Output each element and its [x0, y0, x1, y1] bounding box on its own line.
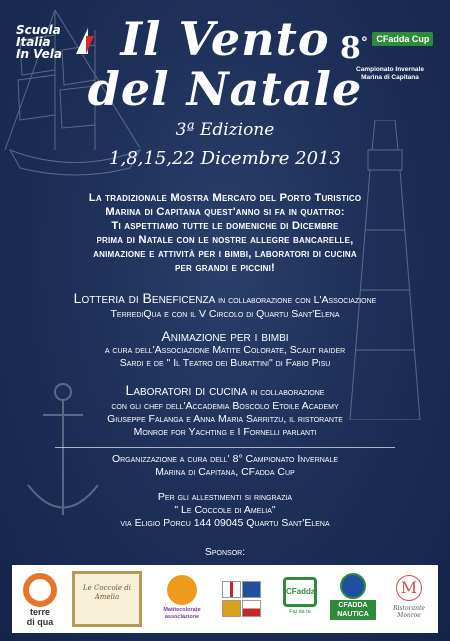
- laboratori-text: in collaborazione: [247, 386, 325, 398]
- lotteria-heading: Lotteria di Beneficenza: [73, 290, 216, 306]
- logo-line: Scuola: [16, 23, 61, 37]
- laboratori-heading: Laboratori di cucina: [125, 382, 248, 398]
- matite-emblem-icon: [167, 575, 197, 605]
- animazione-heading: Animazione per i bimbi: [161, 328, 289, 344]
- animazione-text: a cura dell'Associazione Matite Colorate, Scaut raider: [104, 344, 346, 356]
- coat-of-arms-icon: [222, 600, 241, 617]
- ring-icon: [23, 573, 57, 607]
- animazione-text: Sardi e de " Il Teatro dei Burattini" di Fabio Pisu: [119, 357, 331, 369]
- nautica-emblem-icon: [340, 573, 366, 599]
- event-dates: 1,8,15,22 Dicembre 2013: [109, 148, 341, 169]
- ristorante-monroe-logo: M Ristorante Monroe: [384, 571, 434, 627]
- cfadda-cup-badge: CFadda Cup: [372, 32, 433, 46]
- intro-line: prima di Natale con le nostre allegre bancarelle,: [96, 234, 354, 246]
- laboratori-text: Giuseppe Falanga e Anna Maria Sarritzu, il ristorante: [107, 413, 343, 425]
- lotteria-text: in collaborazione con L'Associazione: [215, 294, 377, 306]
- sponsor-strip: [12, 565, 438, 633]
- intro-line: Marina di Capitana quest'anno si fa in quattro:: [105, 206, 345, 218]
- intro-line: La tradizionale Mostra Mercato del Porto Turistico: [88, 192, 362, 204]
- sponsor-label: Sponsor:: [204, 546, 246, 558]
- laboratori-text: con gli chef dell'Accademia Boscolo Etoile Academy: [111, 400, 339, 412]
- terre-di-qua-logo: terre di qua: [18, 571, 62, 627]
- laboratori-section: [10, 382, 440, 439]
- coat-of-arms-icon: [222, 581, 241, 598]
- title-line-1: Il Vento: [120, 12, 330, 66]
- coat-of-arms-icon: [242, 581, 261, 598]
- edition-label: 3ª Edizione: [175, 120, 275, 140]
- cfadda-logo: CFadda Fai da te: [278, 571, 322, 627]
- ringraziamenti-text: Per gli allestimenti si ringrazia " Le Coccole di Amelia" via Eligio Porcu 144 09045 Quartu Sant'Elena: [120, 491, 330, 529]
- lotteria-text: TerrediQua e con il V Circolo di Quartu Sant'Elena: [110, 308, 340, 320]
- lotteria-section: [10, 290, 440, 321]
- edition-number: 8°: [340, 31, 368, 66]
- intro-line: Ti aspettiamo tutte le domeniche di Dicembre: [111, 220, 339, 232]
- logo-line: Italia: [16, 35, 51, 49]
- intro-text: [10, 191, 440, 275]
- title-line-2: del Natale: [87, 62, 363, 116]
- campionato-subtitle: Campionato Invernale Marina di Capitana: [356, 66, 424, 81]
- intro-line: animazione e attività per i bimbi, laboratori di cucina: [93, 248, 357, 260]
- coat-of-arms-icon: [242, 600, 261, 617]
- organizzazione-text: Organizzazione a cura dell' 8° Campionato Invernale Marina di Capitana, CFadda Cup: [111, 453, 339, 478]
- matite-colorate-logo: Matitecolorate associazione: [160, 571, 204, 627]
- logo-line: In Vela: [16, 47, 62, 61]
- laboratori-text: Monroe for Yachting e I Fornelli parlanti: [133, 426, 317, 438]
- le-coccole-di-amelia-logo: Le Coccole di Amelia: [72, 571, 142, 627]
- coats-of-arms-logo: [220, 571, 264, 627]
- intro-line: per grandi e piccini!: [174, 262, 276, 274]
- cfadda-nautica-logo: CFADDA NAUTICA: [330, 571, 376, 627]
- animazione-section: [10, 328, 440, 370]
- divider: [55, 447, 395, 448]
